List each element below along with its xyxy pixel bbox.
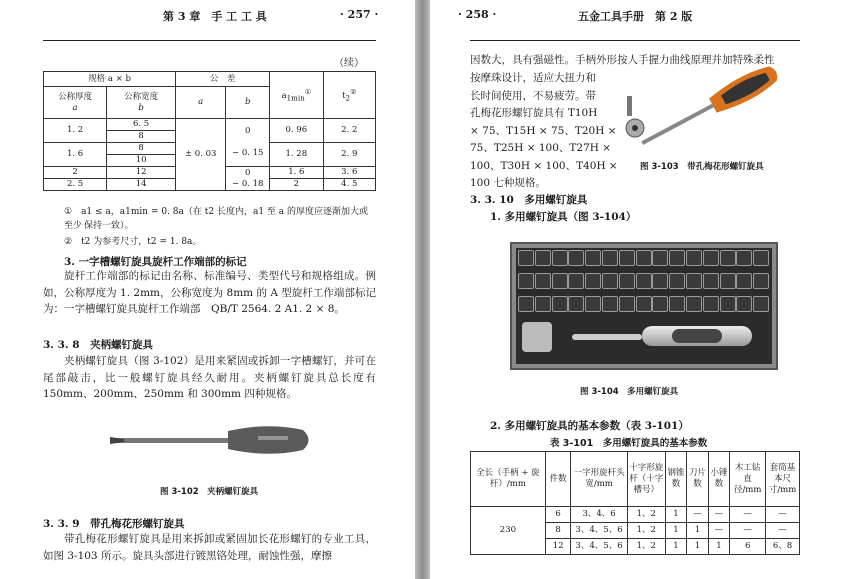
table-cell: 1、2: [627, 539, 665, 555]
table-cell: 8: [545, 523, 571, 539]
table-cell: 1: [687, 523, 709, 539]
bit-slot: [703, 250, 719, 266]
bit-slot: [518, 250, 534, 266]
table-cell: 6: [545, 507, 571, 523]
col-b: [226, 87, 270, 119]
section-3-title: 3. 一字槽螺钉旋具旋杆工作端部的标记: [64, 256, 247, 268]
bit-slot: [720, 296, 736, 312]
bit-slot: [736, 273, 752, 289]
book-gutter: [415, 0, 430, 579]
col-width-label: 公称宽度: [124, 91, 159, 102]
table-cell: 2: [44, 167, 107, 179]
bit-slot: [568, 250, 584, 266]
bit-slot: [669, 250, 685, 266]
col-a: [176, 87, 226, 119]
table-cell: 2: [270, 179, 323, 191]
col-t2: $t_2^②$: [323, 72, 375, 119]
table-cell: —: [708, 507, 730, 523]
bit-slot: [720, 250, 736, 266]
figure-103-caption: 图 3-103 带孔梅花形螺钉旋具: [640, 162, 764, 172]
header-cell: 套筒基本尺寸/mm: [766, 452, 800, 507]
bit-slot: [535, 296, 551, 312]
table-cell: 1. 6: [44, 143, 107, 167]
section-338-title: 3. 3. 8 夹柄螺钉旋具: [43, 339, 154, 351]
table-cell: 2. 5: [44, 179, 107, 191]
table-cell: 6. 5: [107, 119, 176, 131]
bit-slot: [619, 296, 635, 312]
table-cell: 8: [107, 143, 176, 155]
bit-grid: [518, 250, 770, 320]
bit-slot: [636, 296, 652, 312]
bit-slot: [753, 296, 769, 312]
table-cell: 3、4、6: [571, 507, 627, 523]
header-cell: 件数: [545, 452, 571, 507]
figure-104-caption: 图 3-104 多用螺钉旋具: [580, 387, 679, 397]
table-cell: 3、4、5、6: [571, 523, 627, 539]
table-cell: 2. 2: [323, 119, 375, 143]
bit-slot: [602, 250, 618, 266]
bit-slot: [669, 296, 685, 312]
footnote-1-cont: 保持一致）。: [84, 221, 134, 231]
table-cell: —: [766, 507, 800, 523]
bit-slot: [585, 273, 601, 289]
bit-slot: [602, 296, 618, 312]
bit-hole: [632, 125, 638, 131]
col-b-sym: b: [245, 97, 251, 107]
header-cell: 十字形旋杆（十字槽号）: [627, 452, 665, 507]
spec-table: [43, 71, 376, 191]
bit-slot: [585, 250, 601, 266]
bit-slot: [619, 250, 635, 266]
bit-slot: [552, 273, 568, 289]
shaft: [110, 438, 230, 443]
col-a1: $a_{1min}^①$: [270, 72, 323, 119]
table-cell: —: [730, 507, 766, 523]
bit-slot: [669, 273, 685, 289]
table-cell: 4. 5: [323, 179, 375, 191]
bit-slot: [652, 296, 668, 312]
section-338-body: 夹柄螺钉旋具（图 3-102）是用来紧固或拆卸一字槽螺钉，并可在尾部敲击，比一般螺钉旋具经久耐用。夹柄螺钉旋具总长度有 150mm、200mm、250mm 和 300mm 四种规格。: [43, 355, 376, 400]
bit-tip: [627, 96, 632, 116]
table-cell: 1: [665, 539, 687, 555]
tool-handle-grip: [672, 329, 722, 343]
spec-header: 规格 a × b: [44, 72, 176, 87]
header-cell: 钢锥数: [665, 452, 687, 507]
table-cell: 6: [730, 539, 766, 555]
bit-slot: [585, 296, 601, 312]
footnote-1: ① a1 ≤ a，a1min = 0. 8a（在 t2 长度内，a1 至 a 的厚度应逐渐加大或至少: [64, 207, 368, 231]
subsection-2-title: 2. 多用螺钉旋具的基本参数（表 3-101）: [490, 420, 689, 432]
table-3-101-title: 表 3-101 多用螺钉旋具的基本参数: [550, 438, 708, 449]
continued-label: （续）: [334, 58, 364, 69]
bit-slot: [602, 273, 618, 289]
bit-slot: [753, 250, 769, 266]
header-rule: [43, 40, 376, 41]
col-thickness-label: 公称厚度: [58, 91, 93, 102]
col-width-sym: b: [138, 102, 144, 113]
col-thickness: [44, 87, 107, 119]
text-line: 75、T25H × 100、T27H ×: [470, 142, 612, 154]
bit-slot: [703, 296, 719, 312]
col-a-sym: a: [198, 97, 204, 107]
text-line: 按摩珠设计，适应大扭力和: [470, 72, 596, 84]
length-cell: 230: [471, 507, 546, 555]
tol-b1-top: 0: [245, 126, 251, 136]
bit-slot: [518, 273, 534, 289]
tool-accessory: [522, 322, 552, 352]
table-cell: 10: [107, 155, 176, 167]
chapter-header: 第 3 章 手 工 工 具: [163, 10, 267, 23]
table-3-101: [470, 451, 800, 555]
tol-a-cell: ± 0. 03: [176, 119, 226, 191]
table-cell: 1: [708, 539, 730, 555]
table-cell: 12: [545, 539, 571, 555]
table-cell: —: [687, 507, 709, 523]
page-number-right: · 258 ·: [458, 8, 497, 21]
bit-slot: [686, 250, 702, 266]
section-339-body: 带孔梅花形螺钉旋具是用来拆卸或紧固加长花形螺钉的专业工具，如图 3-103 所示。旋具头部进行镀黑铬处理，耐蚀性强，摩擦: [43, 533, 376, 562]
section-339-title: 3. 3. 9 带孔梅花形螺钉旋具: [43, 518, 185, 530]
col-thickness-sym: a: [72, 102, 78, 113]
bit-slot: [552, 296, 568, 312]
subsection-1-title: 1. 多用螺钉旋具（图 3-104）: [490, 211, 637, 223]
clamp-screwdriver-image: [108, 420, 318, 464]
bit-slot: [619, 273, 635, 289]
table-cell: 0. 96: [270, 119, 323, 143]
col-width: [107, 87, 176, 119]
footnote-2: ② t2 为参考尺寸，t2 = 1. 8a。: [64, 237, 202, 247]
left-page: [0, 0, 415, 579]
multi-tool-case-image: [510, 242, 778, 370]
table-cell: 2. 9: [323, 143, 375, 167]
tol-b-cell-2: [226, 167, 270, 191]
table-cell: 1: [665, 507, 687, 523]
right-page: [430, 0, 845, 579]
book-header: 五金工具手册 第 2 版: [578, 10, 693, 23]
table-cell: 1. 6: [270, 167, 323, 179]
header-cell: 小锤数: [708, 452, 730, 507]
section-3310-title: 3. 3. 10 多用螺钉旋具: [470, 194, 588, 206]
bit-slot: [568, 296, 584, 312]
bit-slot: [652, 250, 668, 266]
bit-slot: [736, 296, 752, 312]
table-cell: 1、2: [627, 523, 665, 539]
table-cell: 3、4、5、6: [571, 539, 627, 555]
page-number-left: · 257 ·: [340, 8, 379, 21]
tol-b1-bot: − 0. 15: [232, 148, 264, 158]
bit-slot: [720, 273, 736, 289]
bit-slot: [568, 273, 584, 289]
bit-slot: [552, 250, 568, 266]
table-cell: 1: [687, 539, 709, 555]
header-cell: 刀片数: [687, 452, 709, 507]
text-line: 孔梅花形螺钉旋具有 T10H: [470, 107, 598, 119]
table-cell: 14: [107, 179, 176, 191]
header-rule-right: [470, 40, 800, 41]
bit-slot: [686, 273, 702, 289]
header-cell: 全长（手柄 + 旋杆）/mm: [471, 452, 546, 507]
table-cell: 1. 2: [44, 119, 107, 143]
bit-slot: [652, 273, 668, 289]
header-cell: 一字形旋杆头宽/mm: [571, 452, 627, 507]
bit-slot: [736, 250, 752, 266]
tol-b2-bot: − 0. 18: [232, 178, 264, 189]
handle-mark: [258, 436, 288, 440]
bit-slot: [518, 296, 534, 312]
tol-b-cell-1: [226, 119, 270, 167]
bit-slot: [636, 250, 652, 266]
bit-slot: [703, 273, 719, 289]
table-cell: —: [730, 523, 766, 539]
continued-text-line: 因数大，具有强磁性。手柄外形按人手握力曲线原理并加特殊柔性: [470, 54, 775, 66]
figure-102-caption: 图 3-102 夹柄螺钉旋具: [160, 487, 259, 497]
table-cell: 1、2: [627, 507, 665, 523]
bit-slot: [686, 296, 702, 312]
tol-b2-top: 0: [245, 167, 251, 178]
tolerance-header: 公 差: [176, 72, 270, 87]
table-cell: 12: [107, 167, 176, 179]
torx-screwdriver-image: [615, 66, 790, 158]
tool-shaft: [572, 334, 642, 340]
text-line: × 75、T15H × 75、T20H ×: [470, 124, 617, 137]
section-3-body: 旋杆工作端部的标记由名称、标准编号、类型代号和规格组成。例如，公称厚度为 1. 2mm，公称宽度为 8mm 的 A 型旋杆工作端部标记为：一字槽螺钉旋具旋杆工作端部 QB/T 2564. 2 A1. 2 × 8。: [43, 270, 376, 315]
table-cell: 1. 28: [270, 143, 323, 167]
bit-slot: [636, 273, 652, 289]
table-cell: 3. 6: [323, 167, 375, 179]
bit-slot: [535, 273, 551, 289]
table-cell: 1: [665, 523, 687, 539]
table-cell: 8: [107, 131, 176, 143]
table-cell: 6、8: [766, 539, 800, 555]
table-cell: —: [708, 523, 730, 539]
text-line: 100 七种规格。: [470, 177, 546, 189]
text-line: 100、T30H × 100、T40H ×: [470, 159, 618, 172]
table-cell: —: [766, 523, 800, 539]
header-cell: 木工钻直径/mm: [730, 452, 766, 507]
bit-slot: [753, 273, 769, 289]
shaft: [641, 104, 714, 145]
bit-slot: [535, 250, 551, 266]
text-line: 长时间使用，不易疲劳。带: [470, 89, 596, 102]
